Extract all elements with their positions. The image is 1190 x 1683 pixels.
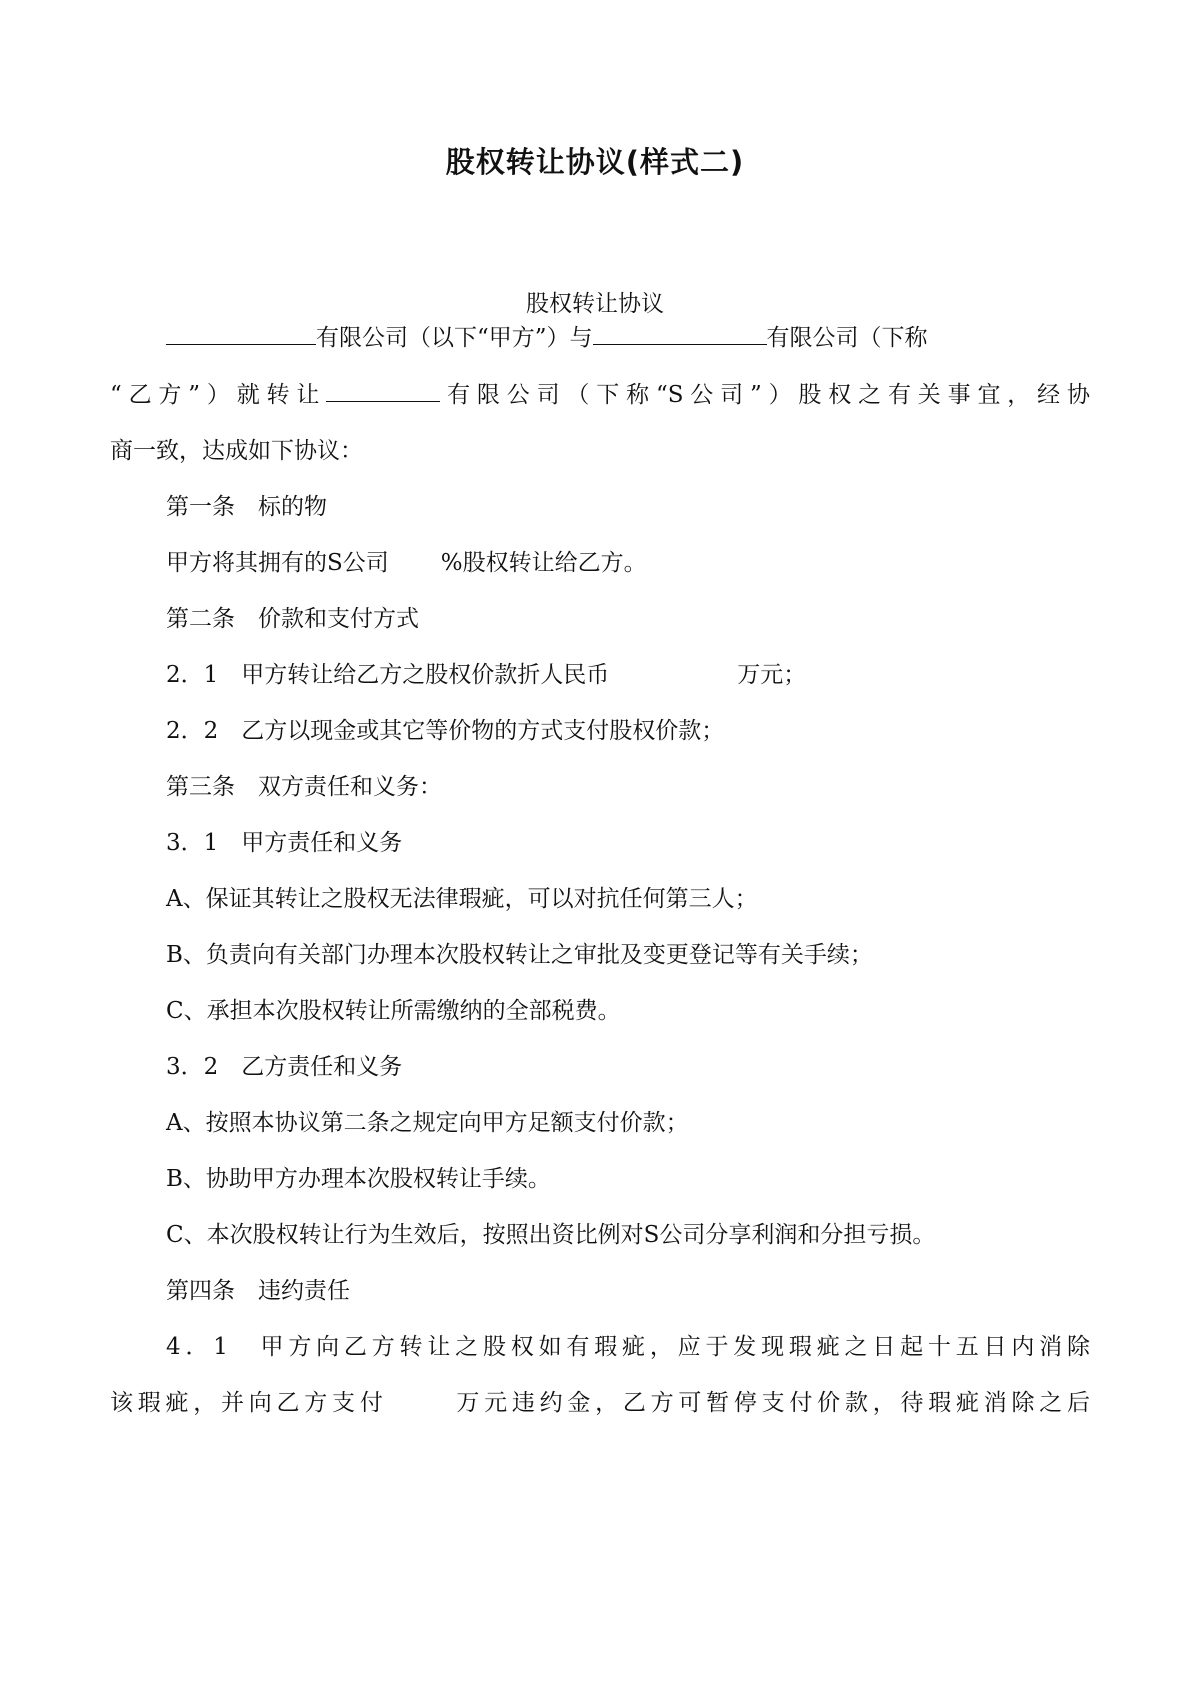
- document-title: 股权转让协议(样式二): [445, 145, 745, 179]
- article-2-heading: 第二条 价款和支付方式: [166, 606, 419, 632]
- clause-2-1-text-b: 万元；: [737, 662, 807, 688]
- clause-3-1: 3．1 甲方责任和义务: [166, 830, 403, 856]
- target-company-name-blank[interactable]: [326, 381, 440, 402]
- clause-2-1-text-a: 2．1 甲方转让给乙方之股权价款折人民币: [166, 662, 610, 688]
- intro-line-1: [166, 321, 1090, 355]
- intro-line-2: [110, 378, 1090, 412]
- clause-3-1-c: C、承担本次股权转让所需缴纳的全部税费。: [166, 998, 621, 1024]
- party-a-name-blank[interactable]: [166, 324, 316, 345]
- article-1-text-b: %股权转让给乙方。: [440, 550, 647, 576]
- clause-3-2-a: A、按照本协议第二条之规定向甲方足额支付价款；: [166, 1110, 689, 1136]
- clause-3-1-b: B、负责向有关部门办理本次股权转让之审批及变更登记等有关手续；: [166, 942, 873, 968]
- article-1-text-a: 甲方将其拥有的S公司: [166, 550, 389, 576]
- article-4-heading: 第四条 违约责任: [166, 1278, 350, 1304]
- clause-2-2: 2．2 乙方以现金或其它等价物的方式支付股权价款；: [166, 718, 725, 744]
- party-b-name-blank[interactable]: [593, 324, 767, 345]
- clause-2-1: [166, 658, 1090, 692]
- intro-text-2: 有限公司（下称: [766, 325, 928, 351]
- clause-4-1-text-b: 该瑕疵，并向乙方支付: [110, 1390, 388, 1416]
- clause-3-2-b: B、协助甲方办理本次股权转让手续。: [166, 1166, 551, 1192]
- clause-4-1-text-c: 万元违约金，乙方可暂停支付价款，待瑕疵消除之后: [451, 1390, 1091, 1416]
- clause-3-2-c: C、本次股权转让行为生效后，按照出资比例对S公司分享利润和分担亏损。: [166, 1222, 936, 1248]
- clause-3-1-a: A、保证其转让之股权无法律瑕疵，可以对抗任何第三人；: [166, 886, 758, 912]
- intro-text-4: 有限公司（下称“S公司”）股权之有关事宜，经协: [440, 382, 1090, 408]
- clause-4-1-line-1: 4．1 甲方向乙方转让之股权如有瑕疵，应于发现瑕疵之日起十五日内消除: [166, 1334, 1090, 1360]
- agreement-heading: 股权转让协议: [526, 291, 664, 317]
- intro-text-1: 有限公司（以下“甲方”）与: [316, 325, 593, 351]
- clause-4-1-line-2: [110, 1386, 1090, 1420]
- intro-text-3: “乙方”）就转让: [110, 382, 327, 408]
- clause-3-2: 3．2 乙方责任和义务: [166, 1054, 403, 1080]
- article-3-heading: 第三条 双方责任和义务：: [166, 774, 442, 800]
- article-1-heading: 第一条 标的物: [166, 494, 327, 520]
- intro-line-3: 商一致，达成如下协议：: [110, 438, 363, 464]
- article-1-text: [166, 546, 1090, 580]
